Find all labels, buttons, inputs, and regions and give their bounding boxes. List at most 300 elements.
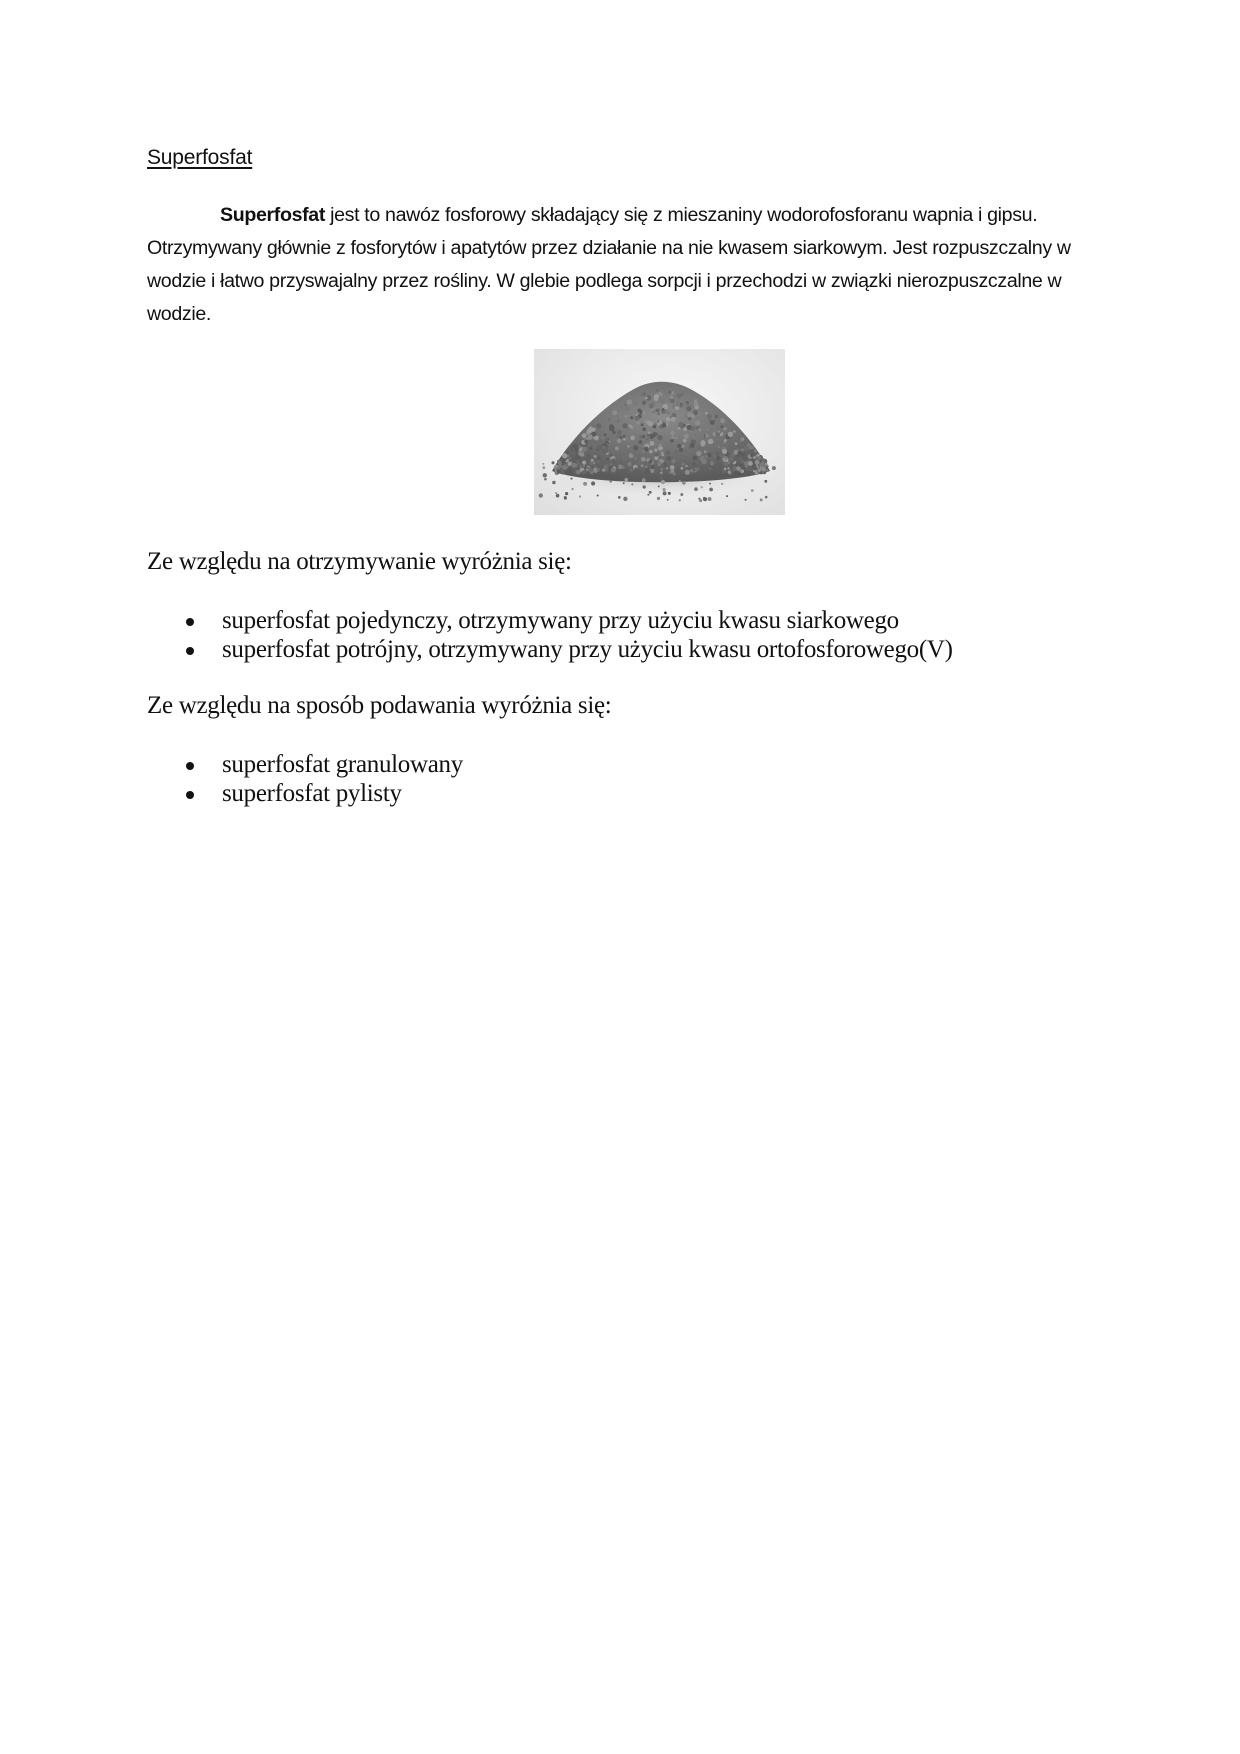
- granule: [644, 420, 647, 423]
- scattered-granule: [667, 499, 669, 501]
- granule: [646, 438, 649, 441]
- granule: [713, 455, 717, 459]
- granule: [655, 433, 658, 436]
- granule: [724, 439, 727, 442]
- granule: [693, 410, 698, 415]
- granule: [592, 440, 597, 445]
- granule: [641, 423, 644, 426]
- granule: [675, 437, 677, 439]
- granule: [649, 403, 654, 408]
- granule: [612, 431, 615, 434]
- granule: [660, 468, 663, 471]
- granule: [568, 462, 571, 465]
- granule: [625, 407, 630, 412]
- granule: [604, 460, 607, 463]
- granule: [750, 454, 754, 458]
- scattered-granule: [701, 486, 703, 488]
- scattered-granule: [583, 471, 586, 474]
- granule: [656, 409, 660, 413]
- scattered-granule: [570, 478, 572, 480]
- scattered-granule: [643, 485, 646, 488]
- granule: [682, 445, 685, 448]
- granule: [617, 472, 619, 474]
- granule: [656, 389, 659, 392]
- granule: [591, 459, 594, 462]
- granule: [674, 450, 679, 455]
- list-item-text: superfosfat pojedynczy, otrzymywany przy użyciu kwasu siarkowego: [222, 607, 899, 634]
- granule: [701, 440, 706, 445]
- granule: [617, 420, 619, 422]
- scattered-granule: [747, 466, 750, 469]
- scattered-granule: [726, 495, 728, 497]
- scattered-granule: [626, 474, 629, 477]
- granule: [757, 456, 761, 460]
- granule: [677, 394, 681, 398]
- granule: [649, 441, 654, 446]
- granule: [749, 445, 753, 449]
- page-title: Superfosfat: [147, 146, 253, 169]
- granule: [687, 425, 692, 430]
- scattered-granule: [555, 492, 557, 494]
- scattered-granule: [659, 476, 662, 479]
- granule: [653, 425, 657, 429]
- granule: [571, 463, 576, 468]
- scattered-granule: [745, 499, 747, 501]
- granule: [634, 416, 639, 421]
- granule: [616, 434, 620, 438]
- scattered-granule: [552, 481, 556, 485]
- scattered-granule: [658, 464, 660, 466]
- granule: [685, 406, 687, 408]
- scattered-granule: [658, 485, 660, 487]
- granule: [678, 422, 683, 427]
- scattered-granule: [583, 482, 587, 486]
- granule: [660, 393, 663, 396]
- granule: [624, 403, 627, 406]
- scattered-granule: [558, 464, 562, 468]
- scattered-granule: [680, 493, 683, 496]
- granule: [659, 444, 662, 447]
- granule: [727, 467, 730, 470]
- granule: [634, 402, 638, 406]
- granule: [642, 392, 646, 396]
- scattered-granule: [703, 497, 707, 501]
- scattered-granule: [654, 469, 658, 473]
- granule: [676, 401, 680, 405]
- granule: [604, 433, 607, 436]
- granule: [722, 449, 727, 454]
- granule: [637, 409, 641, 413]
- granule: [654, 442, 658, 446]
- granule: [582, 433, 587, 438]
- granule: [658, 420, 662, 424]
- scattered-granule: [579, 495, 581, 497]
- granule: [679, 448, 683, 452]
- granule: [595, 460, 599, 464]
- scattered-granule: [571, 488, 573, 490]
- granule: [647, 434, 650, 437]
- granule: [586, 469, 589, 472]
- granule: [601, 436, 604, 439]
- scattered-granule: [661, 480, 665, 484]
- granule: [678, 427, 681, 430]
- scattered-granule: [755, 472, 758, 475]
- granule: [587, 455, 590, 458]
- scattered-granule: [642, 478, 646, 482]
- granule: [641, 457, 646, 462]
- granule: [654, 396, 659, 401]
- granule: [607, 457, 610, 460]
- granule: [602, 446, 606, 450]
- granule: [671, 391, 674, 394]
- granule: [705, 412, 708, 415]
- granule: [666, 451, 670, 455]
- scattered-granule: [660, 463, 664, 467]
- scattered-granule: [760, 498, 763, 501]
- granule: [705, 434, 708, 437]
- granule: [721, 425, 724, 428]
- granule: [670, 439, 673, 442]
- granule: [627, 462, 632, 467]
- granule: [738, 458, 743, 463]
- section2-heading: Ze względu na sposób podawania wyróżnia się:: [147, 692, 612, 719]
- granule: [611, 468, 616, 473]
- granule: [728, 432, 733, 437]
- granule: [579, 445, 582, 448]
- granule: [707, 414, 712, 419]
- scattered-granule: [551, 461, 554, 464]
- granule: [753, 466, 757, 470]
- granule: [638, 440, 642, 444]
- scattered-granule: [609, 462, 612, 465]
- granule: [681, 393, 684, 396]
- scattered-granule: [672, 472, 675, 475]
- scattered-granule: [679, 480, 681, 482]
- scattered-granule: [606, 464, 610, 468]
- bullet-icon: [186, 618, 194, 626]
- granule: [748, 461, 753, 466]
- granule: [657, 435, 662, 440]
- granule: [641, 464, 644, 467]
- granule: [712, 419, 715, 422]
- scattered-granule: [699, 499, 702, 502]
- granule: [622, 423, 627, 428]
- scattered-granule: [600, 463, 603, 466]
- granule: [617, 439, 622, 444]
- granule: [665, 410, 669, 414]
- granule: [696, 451, 701, 456]
- scattered-granule: [709, 483, 711, 485]
- scattered-granule: [751, 489, 754, 492]
- granule: [650, 465, 655, 470]
- granule: [642, 411, 646, 415]
- granule: [685, 470, 690, 475]
- granule: [602, 449, 605, 452]
- scattered-granule: [565, 492, 568, 495]
- scattered-granule: [564, 496, 567, 499]
- granule: [733, 458, 736, 461]
- granule: [720, 418, 725, 423]
- granule: [612, 410, 617, 415]
- scattered-granule: [635, 468, 637, 470]
- granule: [639, 435, 643, 439]
- granule: [667, 458, 670, 461]
- list-item-text: superfosfat pylisty: [222, 780, 402, 807]
- granule: [642, 450, 646, 454]
- granule: [580, 452, 584, 456]
- granule: [722, 458, 726, 462]
- scattered-granule: [765, 469, 768, 472]
- granule: [630, 468, 634, 472]
- granule: [622, 466, 625, 469]
- granule: [604, 429, 608, 433]
- scattered-granule: [596, 468, 599, 471]
- granule: [617, 430, 622, 435]
- granule: [685, 402, 688, 405]
- granule: [572, 444, 577, 449]
- granule: [693, 462, 696, 465]
- granule: [632, 451, 636, 455]
- scattered-granule: [772, 466, 776, 470]
- granule: [645, 397, 648, 400]
- scattered-granule: [710, 461, 714, 465]
- granule: [715, 415, 719, 419]
- granule: [668, 391, 671, 394]
- granule: [731, 453, 735, 457]
- granule: [739, 464, 742, 467]
- granule: [649, 450, 652, 453]
- granule: [708, 439, 713, 444]
- granule: [571, 451, 576, 456]
- bullet-icon: [186, 762, 194, 770]
- granule: [690, 404, 694, 408]
- granule: [611, 420, 616, 425]
- scattered-granule: [764, 480, 767, 483]
- intro-paragraph: [147, 199, 1087, 331]
- granule: [762, 458, 765, 461]
- scattered-granule: [623, 497, 627, 501]
- granule: [741, 437, 744, 440]
- granule: [666, 417, 671, 422]
- granule: [726, 442, 730, 446]
- scattered-granule: [750, 471, 753, 474]
- granule: [693, 435, 697, 439]
- granule: [715, 432, 720, 437]
- granule: [621, 456, 626, 461]
- scattered-granule: [543, 473, 547, 477]
- granule: [610, 454, 613, 457]
- granule: [754, 449, 757, 452]
- granule: [684, 434, 689, 439]
- granule: [626, 427, 630, 431]
- granule: [582, 460, 586, 464]
- bullet-icon: [186, 791, 194, 799]
- granule: [605, 440, 608, 443]
- granule: [741, 448, 744, 451]
- granule: [683, 439, 687, 443]
- scattered-granule: [618, 466, 620, 468]
- scattered-granule: [597, 494, 599, 496]
- granule: [626, 450, 630, 454]
- intro-text: jest to nawóz fosforowy składający się z mieszaniny wodorofosforanu wapnia i gipsu. Otrzymywany głównie z fosforytów i apatytów przez działanie na nie kwasem siarkowym. Jest rozpuszczalny w wodzie i łatwo przyswajalny przez rośliny. W glebie podlega sorpcji i przechodzi w związki nierozpuszczalne w wodzie.: [147, 204, 1071, 325]
- scattered-granule: [576, 460, 580, 464]
- section1-heading: Ze względu na otrzymywanie wyróżnia się:: [147, 548, 572, 575]
- granule: [703, 406, 706, 409]
- granule: [755, 460, 760, 465]
- granule: [670, 399, 673, 402]
- granule: [690, 443, 695, 448]
- scattered-granule: [556, 494, 560, 498]
- granule: [594, 455, 597, 458]
- granule: [557, 470, 561, 474]
- scattered-granule: [694, 487, 698, 491]
- granule: [630, 435, 635, 440]
- granule: [654, 456, 658, 460]
- granule: [597, 444, 602, 449]
- scattered-granule: [692, 468, 695, 471]
- granule: [649, 460, 653, 464]
- granule: [616, 415, 619, 418]
- granule: [693, 456, 698, 461]
- scattered-granule: [542, 466, 545, 469]
- scattered-granule: [592, 473, 595, 476]
- list-item-text: superfosfat potrójny, otrzymywany przy użyciu kwasu ortofosforowego(V): [222, 636, 953, 663]
- list-item-text: superfosfat granulowany: [222, 751, 463, 778]
- granule: [582, 447, 587, 452]
- scattered-granule: [623, 482, 625, 484]
- granule: [623, 438, 626, 441]
- scattered-granule: [721, 483, 723, 485]
- granule: [630, 426, 633, 429]
- scattered-granule: [544, 478, 547, 481]
- granule: [672, 436, 675, 439]
- granule: [709, 467, 712, 470]
- granule: [681, 467, 684, 470]
- granule: [627, 445, 630, 448]
- granule: [562, 453, 567, 458]
- scattered-granule: [663, 488, 666, 491]
- intro-bold-term: Superfosfat: [220, 204, 326, 226]
- granule: [615, 446, 619, 450]
- granule: [592, 425, 594, 427]
- granule: [682, 463, 685, 466]
- scattered-granule: [625, 478, 629, 482]
- granule: [627, 399, 633, 405]
- scattered-granule: [660, 471, 663, 474]
- scattered-granule: [663, 491, 667, 495]
- granule: [704, 447, 708, 451]
- granule: [694, 402, 699, 407]
- granule: [606, 438, 609, 441]
- granule: [715, 452, 719, 456]
- scattered-granule: [685, 465, 687, 467]
- granule: [714, 430, 716, 432]
- scattered-granule: [765, 496, 768, 499]
- granule: [662, 408, 665, 411]
- scattered-granule: [647, 494, 649, 496]
- granule: [733, 430, 736, 433]
- granule: [695, 421, 700, 426]
- scattered-granule: [708, 497, 712, 501]
- granule: [670, 431, 675, 436]
- granule: [662, 423, 666, 427]
- granule: [642, 427, 646, 431]
- granule: [562, 464, 568, 470]
- granule: [728, 471, 731, 474]
- granule: [654, 448, 657, 451]
- granule: [670, 465, 675, 470]
- granule: [576, 470, 581, 475]
- superfosfat-photo: [534, 349, 785, 515]
- scattered-granule: [767, 465, 769, 467]
- granule: [707, 427, 711, 431]
- scattered-granule: [657, 497, 660, 500]
- granule: [760, 462, 765, 467]
- granule: [602, 468, 606, 472]
- granule: [718, 445, 721, 448]
- granule: [642, 402, 645, 405]
- granule: [761, 467, 766, 472]
- granule: [634, 457, 637, 460]
- granule: [651, 408, 654, 411]
- granule: [598, 456, 601, 459]
- granule: [742, 457, 745, 460]
- granule: [609, 426, 615, 432]
- scattered-granule: [679, 499, 681, 501]
- scattered-granule: [709, 488, 713, 492]
- granule: [637, 461, 642, 466]
- granule: [723, 427, 727, 431]
- granule: [645, 468, 650, 473]
- granule: [620, 406, 625, 411]
- granule: [686, 413, 691, 418]
- granule: [735, 464, 738, 467]
- granule: [690, 472, 693, 475]
- granule: [666, 467, 669, 470]
- scattered-granule: [631, 483, 633, 485]
- scattered-granule: [668, 492, 671, 495]
- scattered-granule: [682, 481, 686, 485]
- scattered-granule: [739, 470, 741, 472]
- granule: [723, 462, 728, 467]
- granule: [683, 427, 687, 431]
- scattered-granule: [724, 468, 727, 471]
- scattered-granule: [618, 496, 621, 499]
- granule: [661, 451, 664, 454]
- scattered-granule: [728, 462, 731, 465]
- granule: [677, 444, 681, 448]
- granule: [608, 418, 611, 421]
- scattered-granule: [671, 459, 675, 463]
- scattered-granule: [542, 463, 544, 465]
- scattered-granule: [609, 480, 612, 483]
- granule: [599, 439, 604, 444]
- granule-pile-image: [534, 349, 785, 515]
- granule: [698, 428, 701, 431]
- granule: [596, 423, 601, 428]
- granule: [633, 445, 638, 450]
- granule: [671, 417, 676, 422]
- scattered-granule: [613, 461, 615, 463]
- granule: [587, 429, 592, 434]
- scattered-granule: [591, 481, 595, 485]
- granule: [636, 421, 639, 424]
- granule: [707, 453, 711, 457]
- granule: [630, 416, 633, 419]
- granule: [660, 399, 665, 404]
- granule: [655, 453, 659, 457]
- granule: [697, 446, 701, 450]
